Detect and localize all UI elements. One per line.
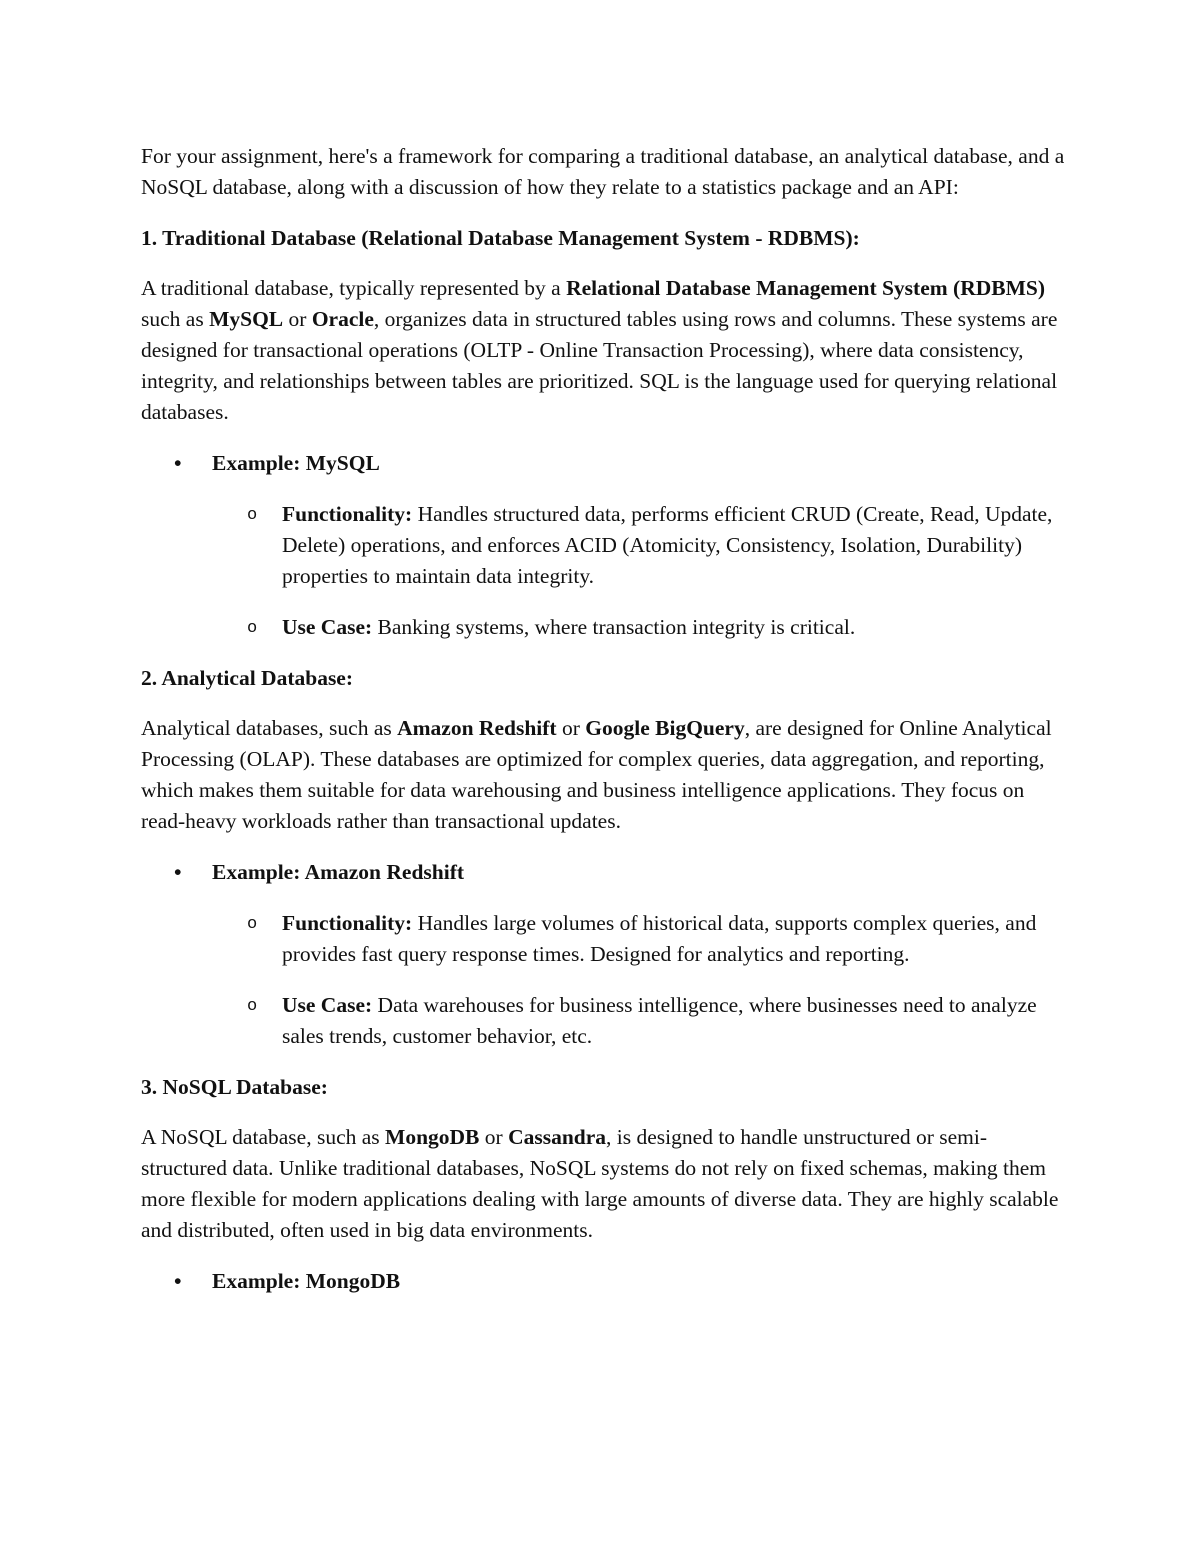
- sub-bullet-icon: o: [247, 915, 258, 934]
- text-run: or: [479, 1125, 509, 1149]
- sub-bullet-item-functionality: [141, 908, 1066, 970]
- use-case-text: Data warehouses for business intelligence, where businesses need to analyze sales trends, customer behavior, etc.: [282, 993, 1037, 1048]
- text-run: Analytical databases, such as: [141, 716, 398, 740]
- bullet-icon: •: [174, 860, 182, 884]
- document-body: [141, 141, 1066, 1317]
- text-run: or: [283, 307, 312, 331]
- text-run: , is designed to handle unstructured or semi-structured data. Unlike traditional databases, NoSQL systems do not rely on fixed schemas, making them more flexible for modern applications dealing with large amounts of diverse data. They are highly scalable and distributed, often used in big data environments.: [141, 1125, 1059, 1242]
- text-run: , are designed for Online Analytical Processing (OLAP). These databases are optimized for complex queries, data aggregation, and reporting, which makes them suitable for data warehousing and business intelligence applications. They focus on read-heavy workloads rather than transactional updates.: [141, 716, 1052, 833]
- section-paragraph-traditional: [141, 273, 1066, 428]
- bullet-item-example: [141, 857, 1066, 888]
- bold-term: Cassandra: [508, 1125, 607, 1149]
- text-run: or: [556, 716, 586, 740]
- sub-bullet-item-use-case: [141, 612, 1066, 643]
- text-run: A traditional database, typically represented by a: [141, 276, 567, 300]
- functionality-text: Handles structured data, performs efficient CRUD (Create, Read, Update, Delete) operations, and enforces ACID (Atomicity, Consistency, Isolation, Durability) properties to maintain data integrity.: [282, 502, 1053, 588]
- example-label: Example: MongoDB: [212, 1269, 401, 1293]
- intro-paragraph: For your assignment, here's a framework for comparing a traditional database, an analytical database, and a NoSQL database, along with a discussion of how they relate to a statistics package and an API:: [141, 144, 1065, 199]
- sub-bullet-icon: o: [247, 506, 258, 525]
- functionality-text: Handles large volumes of historical data, supports complex queries, and provides fast query response times. Designed for analytics and reporting.: [282, 911, 1037, 966]
- bullet-item-example: [141, 1266, 1066, 1297]
- section-paragraph-analytical: [141, 713, 1066, 837]
- section-heading-traditional: 1. Traditional Database (Relational Database Management System - RDBMS):: [141, 226, 860, 250]
- section-paragraph-nosql: [141, 1122, 1066, 1246]
- bold-term: Oracle: [311, 307, 374, 331]
- text-run: such as: [141, 307, 210, 331]
- sub-bullet-icon: o: [247, 619, 258, 638]
- bold-term: Google BigQuery: [585, 716, 745, 740]
- sub-bullet-item-functionality: [141, 499, 1066, 592]
- use-case-label: Use Case:: [282, 993, 373, 1017]
- sub-bullet-icon: o: [247, 997, 258, 1016]
- bold-term: MySQL: [209, 307, 284, 331]
- functionality-label: Functionality:: [282, 911, 413, 935]
- use-case-text: Banking systems, where transaction integrity is critical.: [372, 615, 856, 639]
- bold-term: MongoDB: [385, 1125, 480, 1149]
- text-run: A NoSQL database, such as: [141, 1125, 386, 1149]
- sub-bullet-item-use-case: [141, 990, 1066, 1052]
- bullet-icon: •: [174, 1269, 182, 1293]
- functionality-label: Functionality:: [282, 502, 413, 526]
- bold-term: Relational Database Management System (RDBMS): [566, 276, 1045, 300]
- bullet-icon: •: [174, 451, 182, 475]
- use-case-label: Use Case:: [282, 615, 373, 639]
- bold-term: Amazon Redshift: [397, 716, 557, 740]
- section-heading-nosql: 3. NoSQL Database:: [141, 1075, 328, 1099]
- bullet-item-example: [141, 448, 1066, 479]
- example-label: Example: Amazon Redshift: [212, 860, 465, 884]
- example-label: Example: MySQL: [212, 451, 380, 475]
- text-run: , organizes data in structured tables using rows and columns. These systems are designed for transactional operations (OLTP - Online Transaction Processing), where data consistency, integrity, and relationships between tables are prioritized. SQL is the language used for querying relational databases.: [141, 307, 1058, 424]
- section-heading-analytical: 2. Analytical Database:: [141, 666, 354, 690]
